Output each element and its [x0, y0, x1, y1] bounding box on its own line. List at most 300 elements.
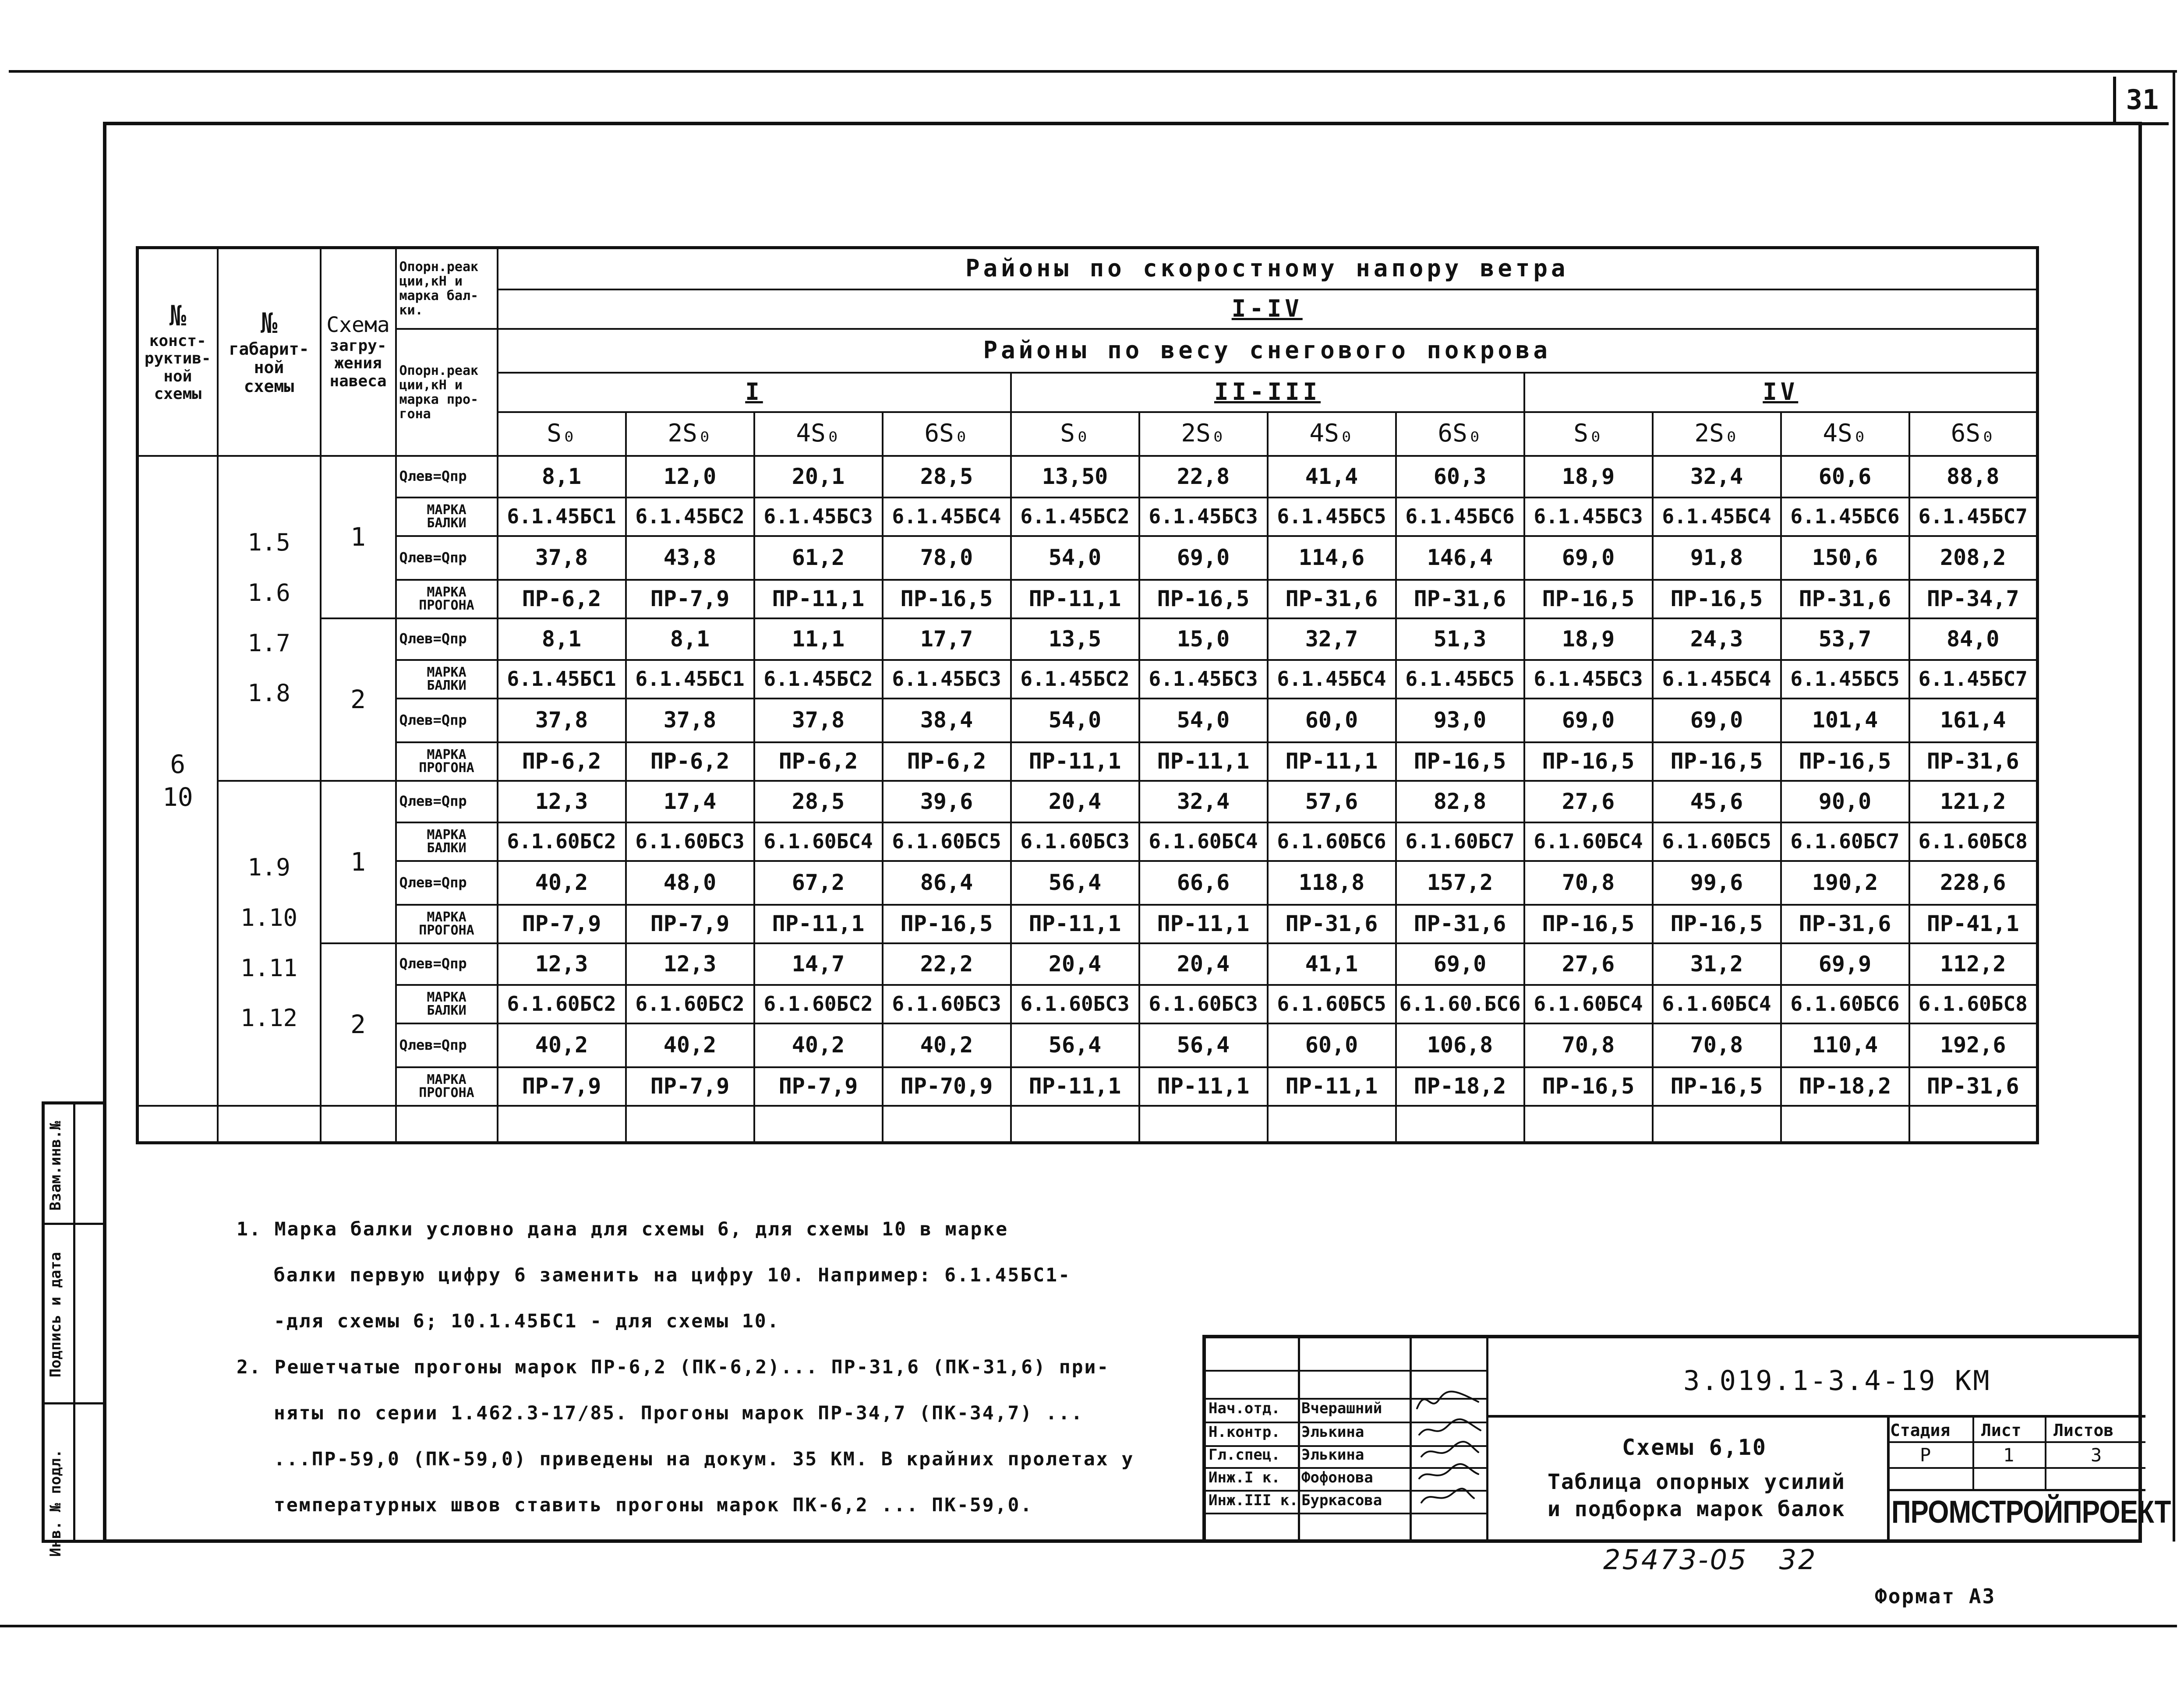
- purlin-mark-cell: ПР-16,5: [1653, 742, 1781, 781]
- reaction-value-cell: 40,2: [754, 1023, 883, 1067]
- purlin-mark-cell: ПР-11,1: [1011, 1067, 1139, 1106]
- purlin-mark-cell: ПР-16,5: [1524, 580, 1653, 618]
- reaction-value-cell: 28,5: [754, 781, 883, 822]
- reaction-value-cell: 208,2: [1909, 536, 2038, 580]
- sheets-label: Листов: [2053, 1421, 2114, 1440]
- load-header: 4S₀: [754, 412, 883, 456]
- reaction-value-cell: 69,9: [1781, 943, 1909, 985]
- reaction-value-cell: 54,0: [1011, 699, 1139, 742]
- snow-zone-1: I: [498, 373, 1011, 412]
- reaction-value-cell: 27,6: [1524, 943, 1653, 985]
- load-header: S₀: [1524, 412, 1653, 456]
- beam-mark-cell: 6.1.60БС7: [1396, 822, 1524, 861]
- purlin-mark-cell: ПР-11,1: [1268, 1067, 1396, 1106]
- reaction-value-cell: 12,0: [626, 456, 754, 497]
- reaction-value-cell: 22,2: [883, 943, 1011, 985]
- beam-mark-cell: 6.1.45БС3: [1524, 497, 1653, 536]
- note-line: 2. Решетчатые прогоны марок ПР-6,2 (ПК-6,2)... ПР-31,6 (ПК-31,6) при-: [237, 1356, 1110, 1378]
- reaction-value-cell: 17,4: [626, 781, 754, 822]
- stamp-label-sign: Подпись и дата: [47, 1252, 64, 1378]
- load-header: 2S₀: [1139, 412, 1268, 456]
- beam-mark-cell: 6.1.45БС4: [883, 497, 1011, 536]
- purlin-mark-cell: ПР-7,9: [498, 1067, 626, 1106]
- purlin-mark-label: [396, 1067, 498, 1106]
- reaction-value-cell: 28,5: [883, 456, 1011, 497]
- reaction-value-cell: 150,6: [1781, 536, 1909, 580]
- purlin-mark-cell: ПР-6,2: [626, 742, 754, 781]
- purlin-mark-cell: ПР-18,2: [1781, 1067, 1909, 1106]
- beam-mark-cell: 6.1.45БС5: [1781, 660, 1909, 699]
- reaction-label: Qлев=Qпр: [396, 699, 498, 742]
- reaction-value-cell: 40,2: [626, 1023, 754, 1067]
- gabarit-scheme-cell: [218, 781, 321, 1106]
- reaction-value-cell: 110,4: [1781, 1023, 1909, 1067]
- purlin-mark-cell: ПР-16,5: [883, 905, 1011, 943]
- title-line: и подборка марок балок: [1548, 1497, 1845, 1521]
- label-line: БАЛКИ: [427, 840, 466, 856]
- reaction-value-cell: 40,2: [498, 1023, 626, 1067]
- purlin-mark-cell: ПР-6,2: [883, 742, 1011, 781]
- reaction-value-cell: 38,4: [883, 699, 1011, 742]
- beam-mark-cell: 6.1.60БС2: [498, 985, 626, 1023]
- table-row: [138, 1023, 2038, 1067]
- format-label: Формат А3: [1875, 1584, 1996, 1608]
- reaction-value-cell: 70,8: [1524, 861, 1653, 905]
- purlin-mark-cell: ПР-16,5: [1653, 1067, 1781, 1106]
- reaction-value-cell: 99,6: [1653, 861, 1781, 905]
- reaction-value-cell: 121,2: [1909, 781, 2038, 822]
- beam-mark-cell: 6.1.60БС5: [1653, 822, 1781, 861]
- reaction-value-cell: 48,0: [626, 861, 754, 905]
- purlin-mark-cell: ПР-7,9: [498, 905, 626, 943]
- beam-mark-cell: 6.1.60БС3: [1011, 985, 1139, 1023]
- beam-mark-cell: 6.1.45БС6: [1781, 497, 1909, 536]
- purlin-mark-cell: ПР-16,5: [1653, 580, 1781, 618]
- label-line: БАЛКИ: [427, 677, 466, 693]
- table-row: [138, 1067, 2038, 1106]
- reaction-value-cell: 161,4: [1909, 699, 2038, 742]
- reaction-value-cell: 146,4: [1396, 536, 1524, 580]
- empty-bottom-row: [138, 1106, 2038, 1143]
- sheets-value: 3: [2091, 1444, 2102, 1466]
- reaction-value-cell: 43,8: [626, 536, 754, 580]
- gabarit-number: 1.5: [247, 529, 290, 557]
- label-line: МАРКА: [427, 989, 466, 1005]
- reaction-value-cell: 78,0: [883, 536, 1011, 580]
- reaction-label: Qлев=Qпр: [396, 536, 498, 580]
- purlin-mark-cell: ПР-16,5: [1653, 905, 1781, 943]
- table-row: [138, 660, 2038, 699]
- purlin-mark-label: [396, 905, 498, 943]
- construct-scheme-cell: [138, 456, 218, 1106]
- table-row: [138, 497, 2038, 536]
- person-name: Буркасова: [1301, 1492, 1382, 1509]
- doc-code: 3.019.1-3.4-19 КМ: [1683, 1365, 1991, 1397]
- reaction-value-cell: 32,4: [1653, 456, 1781, 497]
- reaction-value-cell: 12,3: [498, 943, 626, 985]
- purlin-mark-cell: ПР-70,9: [883, 1067, 1011, 1106]
- label-line: БАЛКИ: [427, 515, 466, 531]
- beam-mark-cell: 6.1.60БС4: [754, 822, 883, 861]
- beam-mark-cell: 6.1.45БС4: [1653, 497, 1781, 536]
- beam-mark-cell: 6.1.45БС7: [1909, 660, 2038, 699]
- beam-mark-cell: 6.1.45БС7: [1909, 497, 2038, 536]
- purlin-mark-cell: ПР-31,6: [1781, 905, 1909, 943]
- reaction-value-cell: 37,8: [626, 699, 754, 742]
- role-label: Нач.отд.: [1209, 1400, 1280, 1417]
- role-label: Гл.спец.: [1209, 1446, 1280, 1464]
- reaction-value-cell: 54,0: [1139, 699, 1268, 742]
- beam-mark-cell: 6.1.45БС3: [1139, 497, 1268, 536]
- purlin-mark-cell: ПР-16,5: [1524, 905, 1653, 943]
- label-line: ПРОГОНА: [419, 922, 474, 938]
- purlin-mark-cell: ПР-6,2: [498, 580, 626, 618]
- reaction-value-cell: 15,0: [1139, 618, 1268, 660]
- purlin-mark-cell: ПР-7,9: [626, 580, 754, 618]
- header-reaction-beam: Опорн.реак ции,кН и марка бал- ки.: [396, 248, 498, 329]
- person-name: Элькина: [1301, 1446, 1364, 1464]
- reaction-value-cell: 8,1: [498, 456, 626, 497]
- reaction-value-cell: 45,6: [1653, 781, 1781, 822]
- beam-mark-cell: 6.1.45БС2: [754, 660, 883, 699]
- reaction-value-cell: 82,8: [1396, 781, 1524, 822]
- purlin-mark-cell: ПР-11,1: [1139, 1067, 1268, 1106]
- reaction-value-cell: 106,8: [1396, 1023, 1524, 1067]
- reaction-value-cell: 53,7: [1781, 618, 1909, 660]
- purlin-mark-cell: ПР-7,9: [626, 905, 754, 943]
- beam-mark-cell: 6.1.60БС2: [754, 985, 883, 1023]
- notes: [237, 1207, 1174, 1528]
- reaction-value-cell: 20,1: [754, 456, 883, 497]
- role-label: Инж.III к.: [1209, 1492, 1298, 1509]
- beam-mark-cell: 6.1.45БС3: [754, 497, 883, 536]
- reaction-value-cell: 192,6: [1909, 1023, 2038, 1067]
- beam-mark-cell: 6.1.60БС3: [626, 822, 754, 861]
- role-label: Инж.I к.: [1209, 1469, 1280, 1486]
- reaction-value-cell: 86,4: [883, 861, 1011, 905]
- purlin-mark-cell: ПР-34,7: [1909, 580, 2038, 618]
- table-row: [138, 861, 2038, 905]
- reaction-value-cell: 20,4: [1139, 943, 1268, 985]
- reaction-value-cell: 8,1: [626, 618, 754, 660]
- gabarit-number: 1.7: [247, 629, 290, 657]
- note-line: -для схемы 6; 10.1.45БС1 - для схемы 10.: [274, 1310, 780, 1332]
- load-header: 4S₀: [1268, 412, 1396, 456]
- reaction-value-cell: 12,3: [498, 781, 626, 822]
- purlin-mark-label: [396, 742, 498, 781]
- reaction-value-cell: 18,9: [1524, 456, 1653, 497]
- header-gabarit-scheme: № габарит- ной схемы: [218, 248, 321, 456]
- beam-mark-cell: 6.1.45БС2: [1011, 497, 1139, 536]
- gabarit-number: 1.11: [240, 954, 298, 982]
- load-header: 2S₀: [626, 412, 754, 456]
- sheet-label: Лист: [1981, 1421, 2021, 1440]
- reaction-value-cell: 51,3: [1396, 618, 1524, 660]
- reaction-value-cell: 70,8: [1524, 1023, 1653, 1067]
- load-header: 4S₀: [1781, 412, 1909, 456]
- reaction-value-cell: 24,3: [1653, 618, 1781, 660]
- stage-value: Р: [1920, 1444, 1931, 1466]
- reaction-value-cell: 56,4: [1011, 1023, 1139, 1067]
- snow-zone-4: IV: [1524, 373, 2038, 412]
- note-line: балки первую цифру 6 заменить на цифру 10. Например: 6.1.45БС1-: [274, 1264, 1071, 1286]
- reaction-value-cell: 60,3: [1396, 456, 1524, 497]
- purlin-mark-cell: ПР-11,1: [1139, 905, 1268, 943]
- wind-zones-title: Районы по скоростному напору ветра: [498, 248, 2038, 289]
- label-line: МАРКА: [427, 584, 466, 600]
- purlin-mark-cell: ПР-11,1: [1011, 742, 1139, 781]
- reaction-value-cell: 17,7: [883, 618, 1011, 660]
- construct-scheme-number: 10: [162, 782, 193, 812]
- label-line: ПРОГОНА: [419, 760, 474, 776]
- gabarit-scheme-cell: [218, 456, 321, 781]
- beam-mark-label: [396, 660, 498, 699]
- reaction-label: Qлев=Qпр: [396, 456, 498, 497]
- reaction-value-cell: 69,0: [1396, 943, 1524, 985]
- snow-zones-title: Районы по весу снегового покрова: [498, 329, 2038, 373]
- reaction-value-cell: 11,1: [754, 618, 883, 660]
- title-line: Схемы 6,10: [1622, 1435, 1767, 1460]
- purlin-mark-cell: ПР-41,1: [1909, 905, 2038, 943]
- load-header: 6S₀: [883, 412, 1011, 456]
- beam-mark-cell: 6.1.45БС1: [498, 660, 626, 699]
- reaction-value-cell: 18,9: [1524, 618, 1653, 660]
- label-line: МАРКА: [427, 502, 466, 518]
- reaction-value-cell: 60,6: [1781, 456, 1909, 497]
- load-header: S₀: [1011, 412, 1139, 456]
- beam-mark-cell: 6.1.60БС2: [498, 822, 626, 861]
- purlin-mark-cell: ПР-7,9: [626, 1067, 754, 1106]
- reaction-value-cell: 69,0: [1139, 536, 1268, 580]
- top-border-line: [9, 70, 2177, 73]
- reaction-value-cell: 57,6: [1268, 781, 1396, 822]
- table-row: [138, 943, 2038, 985]
- reaction-value-cell: 69,0: [1653, 699, 1781, 742]
- beam-mark-cell: 6.1.45БС4: [1268, 660, 1396, 699]
- purlin-mark-cell: ПР-11,1: [1011, 905, 1139, 943]
- load-scheme-cell: 1: [321, 781, 396, 943]
- reaction-value-cell: 13,50: [1011, 456, 1139, 497]
- load-header: 2S₀: [1653, 412, 1781, 456]
- reaction-value-cell: 54,0: [1011, 536, 1139, 580]
- label-line: БАЛКИ: [427, 1002, 466, 1018]
- beam-mark-cell: 6.1.45БС3: [1524, 660, 1653, 699]
- label-line: ПРОГОНА: [419, 1085, 474, 1101]
- beam-mark-cell: 6.1.45БС5: [1396, 660, 1524, 699]
- reaction-value-cell: 60,0: [1268, 699, 1396, 742]
- table-row: [138, 456, 2038, 497]
- purlin-mark-cell: ПР-11,1: [754, 580, 883, 618]
- table-row: [138, 905, 2038, 943]
- beam-mark-cell: 6.1.60БС6: [1781, 985, 1909, 1023]
- reaction-value-cell: 14,7: [754, 943, 883, 985]
- reaction-label: Qлев=Qпр: [396, 861, 498, 905]
- table-row: [138, 822, 2038, 861]
- reaction-value-cell: 40,2: [883, 1023, 1011, 1067]
- gabarit-number: 1.12: [240, 1004, 298, 1032]
- reaction-value-cell: 27,6: [1524, 781, 1653, 822]
- beam-mark-cell: 6.1.60БС6: [1268, 822, 1396, 861]
- beam-mark-label: [396, 985, 498, 1023]
- organization-logo: ПРОМСТРОЙПРОЕКТ: [1891, 1495, 2171, 1530]
- title-block: [1202, 1335, 2171, 1543]
- load-scheme-cell: 2: [321, 618, 396, 781]
- reaction-value-cell: 67,2: [754, 861, 883, 905]
- beam-mark-cell: 6.1.60БС5: [883, 822, 1011, 861]
- label-line: МАРКА: [427, 747, 466, 762]
- construct-scheme-number: 6: [170, 749, 186, 779]
- note-line: температурных швов ставить прогоны марок ПК-6,2 ... ПК-59,0.: [274, 1494, 1033, 1516]
- gabarit-number: 1.8: [247, 679, 290, 707]
- reaction-value-cell: 93,0: [1396, 699, 1524, 742]
- reaction-value-cell: 41,1: [1268, 943, 1396, 985]
- beam-mark-cell: 6.1.60БС8: [1909, 985, 2038, 1023]
- purlin-mark-cell: ПР-18,2: [1396, 1067, 1524, 1106]
- reaction-value-cell: 37,8: [754, 699, 883, 742]
- sheet-value: 1: [2003, 1444, 2014, 1466]
- purlin-mark-cell: ПР-11,1: [1139, 742, 1268, 781]
- gabarit-number: 1.9: [247, 854, 290, 882]
- reaction-value-cell: 114,6: [1268, 536, 1396, 580]
- label-line: МАРКА: [427, 664, 466, 680]
- beam-mark-cell: 6.1.60БС3: [1011, 822, 1139, 861]
- gabarit-number: 1.6: [247, 579, 290, 607]
- table-row: [138, 618, 2038, 660]
- reaction-value-cell: 88,8: [1909, 456, 2038, 497]
- beam-mark-cell: 6.1.60БС4: [1524, 985, 1653, 1023]
- stage-label: Стадия: [1890, 1421, 1951, 1440]
- reaction-value-cell: 56,4: [1011, 861, 1139, 905]
- stamp-label-inv: Инв. № подл.: [47, 1449, 64, 1557]
- reaction-value-cell: 37,8: [498, 699, 626, 742]
- reaction-value-cell: 20,4: [1011, 781, 1139, 822]
- person-name: Элькина: [1301, 1423, 1364, 1441]
- purlin-mark-cell: ПР-6,2: [498, 742, 626, 781]
- reaction-value-cell: 40,2: [498, 861, 626, 905]
- reaction-value-cell: 101,4: [1781, 699, 1909, 742]
- label-line: МАРКА: [427, 827, 466, 843]
- reaction-label: Qлев=Qпр: [396, 781, 498, 822]
- purlin-mark-cell: ПР-11,1: [754, 905, 883, 943]
- reaction-value-cell: 56,4: [1139, 1023, 1268, 1067]
- table-row: [138, 781, 2038, 822]
- beam-mark-cell: 6.1.45БС5: [1268, 497, 1396, 536]
- beam-mark-cell: 6.1.45БС3: [1139, 660, 1268, 699]
- role-label: Н.контр.: [1209, 1423, 1280, 1441]
- label-line: МАРКА: [427, 909, 466, 925]
- load-scheme-cell: 2: [321, 943, 396, 1106]
- beam-mark-cell: 6.1.45БС1: [498, 497, 626, 536]
- reaction-value-cell: 190,2: [1781, 861, 1909, 905]
- reaction-value-cell: 32,4: [1139, 781, 1268, 822]
- purlin-mark-cell: ПР-31,6: [1909, 1067, 2038, 1106]
- load-scheme-cell: 1: [321, 456, 396, 618]
- reaction-value-cell: 157,2: [1396, 861, 1524, 905]
- purlin-mark-cell: ПР-16,5: [1781, 742, 1909, 781]
- load-header: 6S₀: [1909, 412, 2038, 456]
- beam-mark-cell: 6.1.60БС8: [1909, 822, 2038, 861]
- purlin-mark-cell: ПР-11,1: [1011, 580, 1139, 618]
- snow-zone-2-3: II-III: [1011, 373, 1524, 412]
- purlin-mark-label: [396, 580, 498, 618]
- table-row: [138, 699, 2038, 742]
- header-load-scheme: Схема загру- жения навеса: [321, 248, 396, 456]
- beam-mark-cell: 6.1.45БС2: [626, 497, 754, 536]
- beam-mark-label: [396, 822, 498, 861]
- note-line: ...ПР-59,0 (ПК-59,0) приведены на докум. 35 КМ. В крайних пролетах у: [274, 1448, 1134, 1470]
- load-header: 6S₀: [1396, 412, 1524, 456]
- reaction-value-cell: 228,6: [1909, 861, 2038, 905]
- signature-1: [1413, 1382, 1485, 1509]
- purlin-mark-cell: ПР-16,5: [1396, 742, 1524, 781]
- beam-mark-cell: 6.1.60БС2: [626, 985, 754, 1023]
- beam-mark-cell: 6.1.60БС3: [883, 985, 1011, 1023]
- reaction-label: Qлев=Qпр: [396, 1023, 498, 1067]
- header-construct-scheme: № конст- руктив- ной схемы: [138, 248, 218, 456]
- beam-mark-cell: 6.1.60БС5: [1268, 985, 1396, 1023]
- reaction-value-cell: 13,5: [1011, 618, 1139, 660]
- purlin-mark-cell: ПР-31,6: [1268, 580, 1396, 618]
- table-row: [138, 742, 2038, 781]
- purlin-mark-cell: ПР-31,6: [1396, 580, 1524, 618]
- sheet-number: 31: [2113, 77, 2169, 125]
- beam-mark-cell: 6.1.60БС4: [1139, 822, 1268, 861]
- beam-mark-cell: 6.1.45БС2: [1011, 660, 1139, 699]
- beam-mark-cell: 6.1.60БС4: [1524, 822, 1653, 861]
- beam-mark-cell: 6.1.60БС4: [1653, 985, 1781, 1023]
- beam-mark-cell: 6.1.45БС6: [1396, 497, 1524, 536]
- beam-mark-cell: 6.1.45БС3: [883, 660, 1011, 699]
- purlin-mark-cell: ПР-7,9: [754, 1067, 883, 1106]
- stamp-label-vzam: Взам.инв.№: [47, 1121, 64, 1211]
- beam-mark-cell: 6.1.60БС3: [1139, 985, 1268, 1023]
- purlin-mark-cell: ПР-16,5: [1524, 742, 1653, 781]
- reaction-value-cell: 22,8: [1139, 456, 1268, 497]
- reaction-value-cell: 31,2: [1653, 943, 1781, 985]
- reaction-value-cell: 118,8: [1268, 861, 1396, 905]
- reaction-value-cell: 66,6: [1139, 861, 1268, 905]
- archive-number: 25473-05 32: [1603, 1544, 1817, 1576]
- title-line: Таблица опорных усилий: [1548, 1470, 1845, 1494]
- label-line: ПРОГОНА: [419, 597, 474, 613]
- beam-mark-label: [396, 497, 498, 536]
- reaction-value-cell: 37,8: [498, 536, 626, 580]
- person-name: Фофонова: [1301, 1469, 1373, 1486]
- beam-mark-cell: 6.1.45БС1: [626, 660, 754, 699]
- reaction-value-cell: 39,6: [883, 781, 1011, 822]
- purlin-mark-cell: ПР-31,6: [1781, 580, 1909, 618]
- reaction-label: Qлев=Qпр: [396, 943, 498, 985]
- reaction-value-cell: 60,0: [1268, 1023, 1396, 1067]
- side-stamp: [42, 1101, 103, 1557]
- note-line: 1. Марка балки условно дана для схемы 6, для схемы 10 в марке: [237, 1218, 1009, 1240]
- beam-mark-cell: 6.1.60БС7: [1781, 822, 1909, 861]
- purlin-mark-cell: ПР-16,5: [883, 580, 1011, 618]
- purlin-mark-cell: ПР-16,5: [1139, 580, 1268, 618]
- reaction-value-cell: 32,7: [1268, 618, 1396, 660]
- purlin-mark-cell: ПР-31,6: [1268, 905, 1396, 943]
- table-row: [138, 536, 2038, 580]
- table-row: [138, 580, 2038, 618]
- beam-mark-cell: 6.1.60.БС6: [1396, 985, 1524, 1023]
- reaction-value-cell: 61,2: [754, 536, 883, 580]
- purlin-mark-cell: ПР-6,2: [754, 742, 883, 781]
- bottom-border-line: [0, 1625, 2177, 1627]
- reaction-value-cell: 112,2: [1909, 943, 2038, 985]
- header-reaction-purlin: Опорн.реак ции,кН и марка про- гона: [396, 329, 498, 456]
- person-name: Вчерашний: [1301, 1400, 1382, 1417]
- reaction-value-cell: 91,8: [1653, 536, 1781, 580]
